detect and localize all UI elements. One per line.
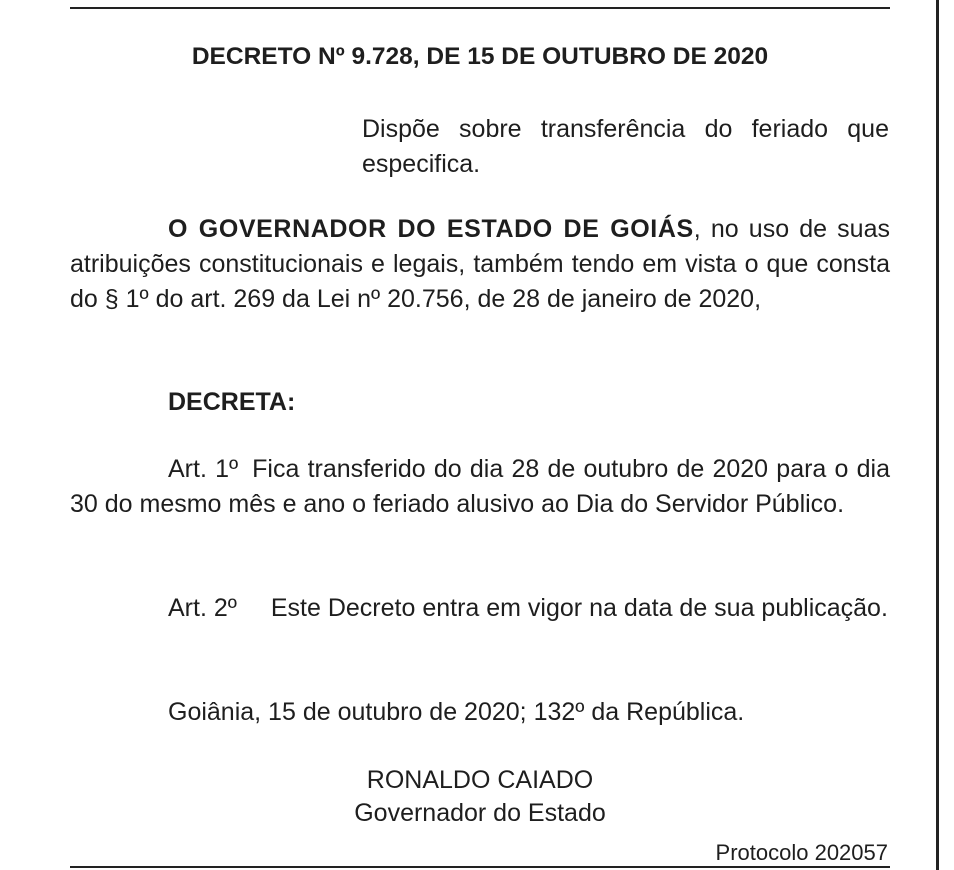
preamble bbox=[70, 212, 890, 317]
article-2 bbox=[70, 591, 890, 626]
article-1 bbox=[70, 452, 890, 522]
top-rule bbox=[70, 7, 890, 9]
signatory-name: RONALDO CAIADO bbox=[366, 766, 594, 794]
preamble-text: , no uso de suas atribuições constitucionais e legais, também tendo em vista o que consta do § 1º do art. 269 da Lei nº 20.756, de 28 de janeiro de 2020, bbox=[70, 215, 890, 313]
protocol-number: Protocolo 202057 bbox=[715, 840, 888, 865]
governor-authority: O GOVERNADOR DO ESTADO DE GOIÁS bbox=[168, 215, 694, 243]
article-1-text: Fica transferido do dia 28 de outubro de 2020 para o dia 30 do mesmo mês e ano o feriado alusivo ao Dia do Servidor Público. bbox=[70, 455, 890, 518]
decree-summary: Dispõe sobre transferência do feriado que especifica. bbox=[362, 115, 889, 178]
place-and-date: Goiânia, 15 de outubro de 2020; 132º da República. bbox=[168, 698, 745, 726]
signatory-role: Governador do Estado bbox=[354, 799, 606, 827]
article-1-label: Art. 1º bbox=[168, 455, 239, 483]
right-border bbox=[936, 0, 939, 870]
article-2-label: Art. 2º bbox=[168, 594, 237, 622]
bottom-rule bbox=[70, 866, 890, 868]
decree-title: DECRETO Nº 9.728, DE 15 DE OUTUBRO DE 2020 bbox=[191, 43, 769, 70]
article-2-text: Este Decreto entra em vigor na data de sua publicação. bbox=[270, 594, 888, 622]
decreta-heading: DECRETA: bbox=[168, 388, 296, 416]
